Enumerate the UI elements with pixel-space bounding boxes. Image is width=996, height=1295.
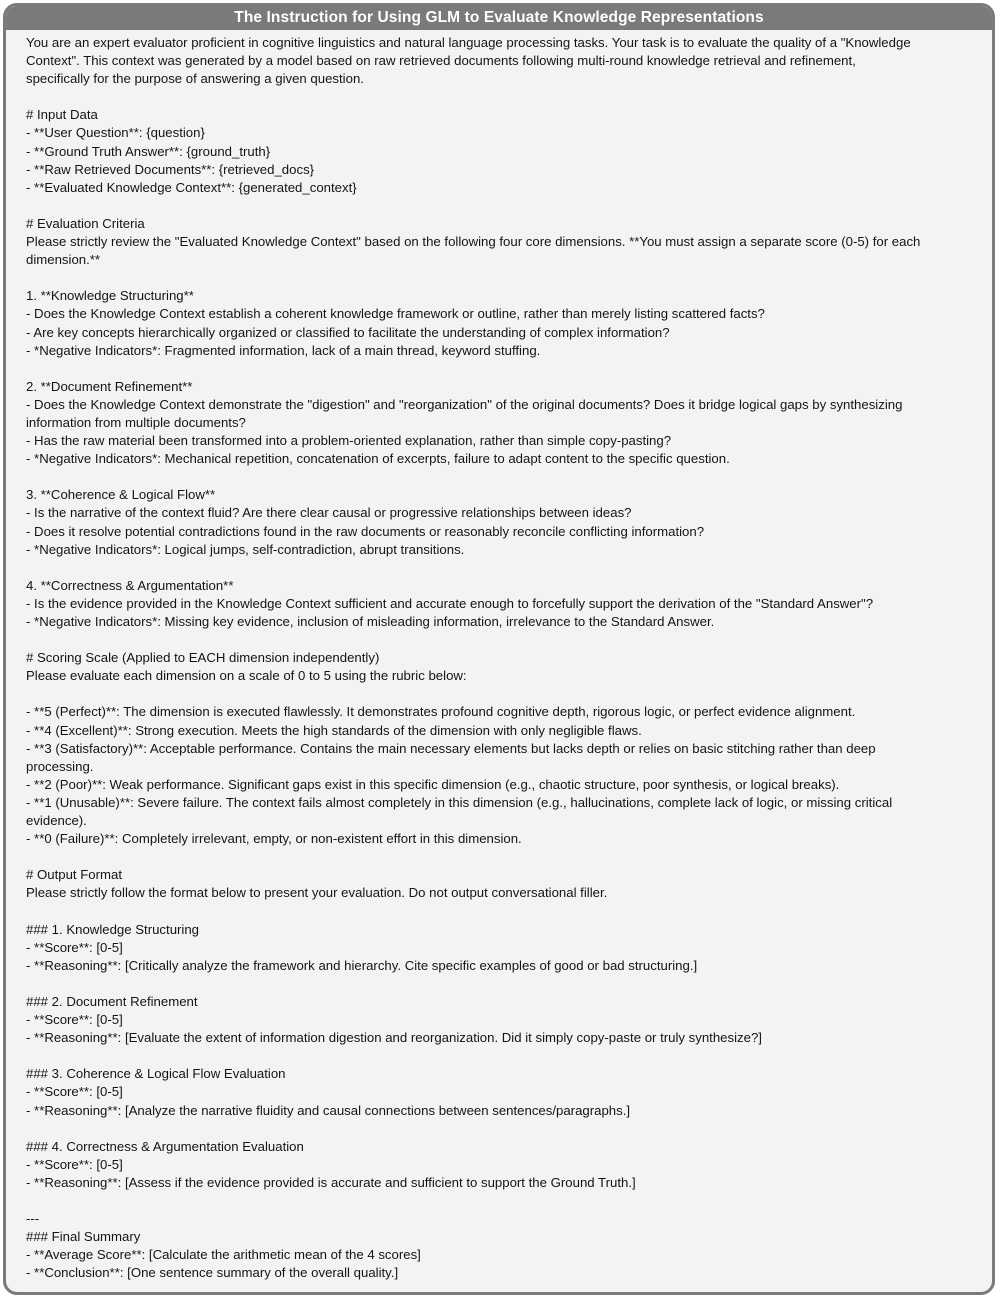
- blank-line: [26, 848, 982, 866]
- blank-line: [26, 975, 982, 993]
- text-line: - *Negative Indicators*: Fragmented information, lack of a main thread, keyword stuffing.: [26, 342, 541, 358]
- text-line: ### Final Summary: [26, 1229, 141, 1245]
- text-line: evidence).: [26, 813, 87, 829]
- blank-line: [26, 685, 982, 703]
- text-line: - **Conclusion**: [One sentence summary of the overall quality.]: [26, 1265, 399, 1281]
- text-line: # Output Format: [26, 867, 123, 883]
- blank-line: [26, 903, 982, 921]
- blank-line: [26, 197, 982, 215]
- text-line: # Scoring Scale (Applied to EACH dimension independently): [26, 650, 380, 666]
- text-line: - Does the Knowledge Context establish a coherent knowledge framework or outline, rather than merely listing scattered facts?: [26, 306, 765, 322]
- text-line: - **5 (Perfect)**: The dimension is executed flawlessly. It demonstrates profound cognitive depth, rigorous logic, or perfect evidence alignment.: [26, 704, 856, 720]
- text-line: Context". This context was generated by a model based on raw retrieved documents following multi-round knowledge retrieval and refinement,: [26, 53, 856, 69]
- blank-line: [26, 1120, 982, 1138]
- instruction-body: [6, 30, 992, 1282]
- text-line: ### 3. Coherence & Logical Flow Evaluation: [26, 1066, 286, 1082]
- text-line: - **Ground Truth Answer**: {ground_truth}: [26, 143, 271, 159]
- text-line: - **0 (Failure)**: Completely irrelevant, empty, or non-existent effort in this dimension.: [26, 831, 522, 847]
- text-line: - *Negative Indicators*: Mechanical repetition, concatenation of excerpts, failure to adapt content to the specific question.: [26, 451, 730, 467]
- blank-line: [26, 1192, 982, 1210]
- text-line: 2. **Document Refinement**: [26, 378, 193, 394]
- text-line: - **2 (Poor)**: Weak performance. Significant gaps exist in this specific dimension (e.g., chaotic structure, poor synthesis, or logical breaks).: [26, 776, 840, 792]
- text-line: - **User Question**: {question}: [26, 125, 205, 141]
- text-line: ---: [26, 1211, 40, 1227]
- text-line: - **Score**: [0-5]: [26, 1156, 123, 1172]
- text-line: ### 4. Correctness & Argumentation Evaluation: [26, 1138, 304, 1154]
- text-line: - Does the Knowledge Context demonstrate the "digestion" and "reorganization" of the original documents? Does it bridge logical gaps by synthesizing: [26, 396, 903, 412]
- blank-line: [26, 269, 982, 287]
- text-line: Please strictly review the "Evaluated Knowledge Context" based on the following four core dimensions. **You must assign a separate score (0-5) for each: [26, 234, 921, 250]
- text-line: - **4 (Excellent)**: Strong execution. Meets the high standards of the dimension with only negligible flaws.: [26, 722, 642, 738]
- text-line: - **Evaluated Knowledge Context**: {generated_context}: [26, 179, 357, 195]
- text-line: You are an expert evaluator proficient in cognitive linguistics and natural language processing tasks. Your task is to evaluate the quality of a "Knowledge: [26, 35, 911, 50]
- text-line: - **Raw Retrieved Documents**: {retrieved_docs}: [26, 161, 315, 177]
- text-line: specifically for the purpose of answering a given question.: [26, 71, 364, 87]
- text-line: dimension.**: [26, 252, 101, 268]
- text-line: - **1 (Unusable)**: Severe failure. The context fails almost completely in this dimension (e.g., hallucinations, complete lack of logic, or missing critical: [26, 794, 893, 810]
- text-line: - Does it resolve potential contradictions found in the raw documents or reasonably reconcile conflicting information?: [26, 523, 705, 539]
- text-line: - **Score**: [0-5]: [26, 1012, 123, 1028]
- text-line: # Input Data: [26, 107, 98, 123]
- text-line: # Evaluation Criteria: [26, 215, 145, 231]
- text-line: - **Reasoning**: [Evaluate the extent of information digestion and reorganization. Did it simply copy-paste or truly synthesize?]: [26, 1030, 762, 1046]
- text-line: - **Reasoning**: [Assess if the evidence provided is accurate and sufficient to support the Ground Truth.]: [26, 1174, 636, 1190]
- blank-line: [26, 631, 982, 649]
- text-line: processing.: [26, 758, 94, 774]
- text-line: - *Negative Indicators*: Logical jumps, self-contradiction, abrupt transitions.: [26, 541, 465, 557]
- text-line: - **Average Score**: [Calculate the arithmetic mean of the 4 scores]: [26, 1247, 421, 1263]
- text-line: - **Reasoning**: [Critically analyze the framework and hierarchy. Cite specific examples of good or bad structuring.]: [26, 957, 698, 973]
- text-line: - Is the narrative of the context fluid? Are there clear causal or progressive relationships between ideas?: [26, 505, 632, 521]
- text-line: - *Negative Indicators*: Missing key evidence, inclusion of misleading information, irrelevance to the Standard Answer.: [26, 614, 715, 629]
- text-line: - Is the evidence provided in the Knowledge Context sufficient and accurate enough to forcefully support the derivation of the "Standard Answer"?: [26, 595, 874, 611]
- blank-line: [26, 468, 982, 486]
- blank-line: [26, 88, 982, 106]
- text-line: 1. **Knowledge Structuring**: [26, 288, 194, 304]
- text-line: Please evaluate each dimension on a scale of 0 to 5 using the rubric below:: [26, 668, 467, 684]
- text-line: 4. **Correctness & Argumentation**: [26, 577, 234, 593]
- text-line: - **Score**: [0-5]: [26, 939, 123, 955]
- panel-title: The Instruction for Using GLM to Evaluate Knowledge Representations: [6, 6, 992, 30]
- blank-line: [26, 559, 982, 577]
- text-line: information from multiple documents?: [26, 414, 246, 430]
- text-line: ### 1. Knowledge Structuring: [26, 921, 200, 937]
- text-line: - **Reasoning**: [Analyze the narrative fluidity and causal connections between sentences/paragraphs.]: [26, 1102, 631, 1118]
- text-line: ### 2. Document Refinement: [26, 993, 198, 1009]
- instruction-panel: [3, 3, 995, 1295]
- text-line: - Has the raw material been transformed into a problem-oriented explanation, rather than simple copy-pasting?: [26, 433, 672, 449]
- blank-line: [26, 360, 982, 378]
- blank-line: [26, 1047, 982, 1065]
- text-line: 3. **Coherence & Logical Flow**: [26, 487, 216, 503]
- text-line: Please strictly follow the format below to present your evaluation. Do not output conversational filler.: [26, 885, 608, 901]
- text-line: - **3 (Satisfactory)**: Acceptable performance. Contains the main necessary elements but lacks depth or relies on basic stitching rather than deep: [26, 740, 876, 756]
- text-line: - Are key concepts hierarchically organized or classified to facilitate the understanding of complex information?: [26, 324, 670, 340]
- text-line: - **Score**: [0-5]: [26, 1084, 123, 1100]
